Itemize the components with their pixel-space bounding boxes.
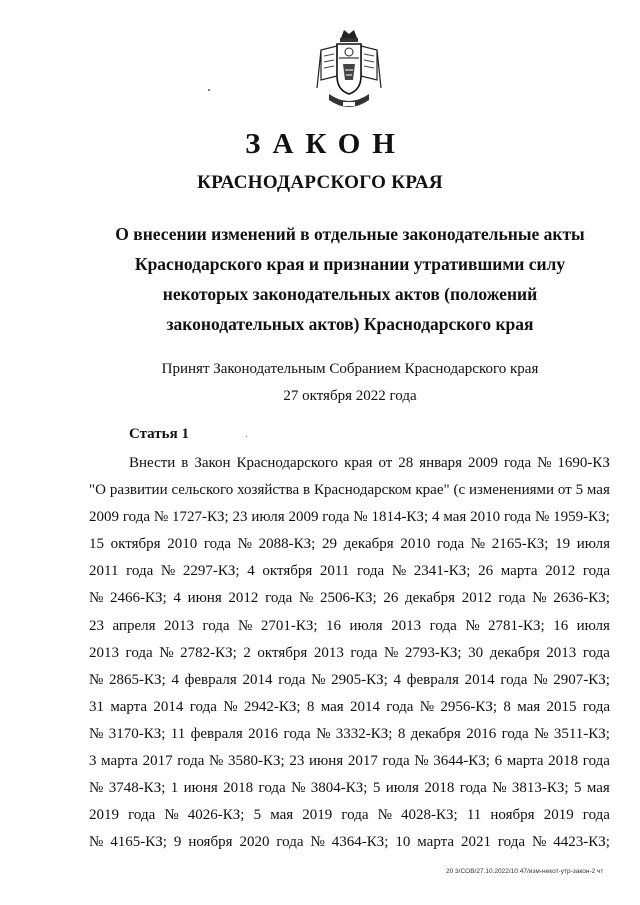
body-word: 5 [573, 780, 582, 797]
body-word: 2017 [347, 753, 378, 770]
body-word: мая [586, 482, 610, 499]
body-word: № [311, 671, 326, 688]
body-word: июля [576, 617, 610, 634]
body-word: 2013 [313, 644, 344, 661]
body-word: 3804-КЗ; [310, 780, 368, 797]
body-word: марта [500, 563, 538, 580]
body-word: 2014 [349, 698, 380, 715]
body-line [89, 748, 610, 775]
body-word: года [189, 698, 217, 715]
body-word: года [503, 509, 532, 526]
body-line [89, 802, 610, 829]
body-word: 2010 [470, 509, 501, 526]
body-word: развитии [109, 482, 168, 499]
body-word: марта [101, 753, 138, 770]
body-word: 2297-КЗ; [182, 563, 240, 580]
body-word: № [310, 834, 325, 851]
body-line [89, 450, 610, 477]
body-word: марта [110, 698, 148, 715]
body-word: 3511-КЗ; [553, 725, 610, 742]
scan-speck [208, 89, 210, 91]
body-word: 2009 [89, 509, 119, 526]
body-word: 2793-КЗ; [404, 644, 462, 661]
body-word: года [322, 509, 350, 526]
body-word: 26 [478, 563, 494, 580]
scan-speck [246, 436, 247, 437]
body-word: крае" [415, 482, 450, 499]
body-word: 2905-КЗ; [331, 671, 388, 688]
body-word: 2014 [464, 671, 495, 688]
body-word: № [209, 753, 224, 770]
body-word: № [534, 509, 550, 526]
body-word: 2014 [153, 698, 184, 715]
heading-line: законодательных актов) Краснодарского края [166, 314, 534, 334]
body-word: июня [183, 780, 218, 797]
body-word: № [377, 807, 392, 824]
body-word: года [357, 563, 385, 580]
body-word: года [265, 590, 293, 607]
body-word: года [341, 807, 369, 824]
body-word: 26 [383, 590, 399, 607]
body-word: № [419, 698, 435, 715]
body-word: 2010 [167, 536, 198, 553]
body-line [89, 613, 610, 640]
body-line [89, 558, 610, 585]
adoption-date: 27 октября 2022 года [283, 388, 417, 404]
body-word: года [122, 509, 150, 526]
body-word: года [203, 536, 231, 553]
body-word: 2782-КЗ; [180, 644, 237, 661]
body-line [89, 585, 610, 612]
body-word: 2016 [248, 725, 279, 742]
body-word: 4 [171, 671, 179, 688]
body-word: 4 [431, 509, 440, 526]
body-word: года [503, 455, 532, 471]
body-word: 2015 [546, 698, 577, 715]
body-word: 2942-КЗ; [243, 698, 301, 715]
body-word: июня [308, 753, 344, 770]
body-word: декабря [405, 590, 456, 607]
body-word: 2013 [163, 617, 194, 634]
body-word: года [283, 725, 311, 742]
body-word: № [316, 725, 331, 742]
body-word: 2012 [545, 563, 576, 580]
body-word: года [429, 617, 457, 634]
body-line [89, 504, 610, 531]
body-word: 3170-КЗ; [108, 725, 166, 742]
body-word: мая [443, 509, 467, 526]
body-word: 2 [243, 644, 251, 661]
body-word: февраля [184, 671, 237, 688]
body-line [89, 531, 610, 558]
body-word: мая [586, 780, 610, 797]
body-word: года [382, 753, 410, 770]
body-word: года [276, 834, 304, 851]
body-word: 4026-КЗ; [187, 807, 245, 824]
body-word: года [582, 644, 610, 661]
body-line [89, 477, 610, 504]
body-word: 4 [173, 590, 181, 607]
body-word: апреля [112, 617, 156, 634]
body-word: 2701-КЗ; [260, 617, 318, 634]
body-word: октября [257, 644, 308, 661]
body-word: года [125, 644, 153, 661]
body-word: 11 [170, 725, 186, 742]
body-word: года [350, 644, 378, 661]
body-word: 1 [170, 780, 179, 797]
body-word: 4423-КЗ; [553, 834, 610, 851]
body-word: февраля [190, 725, 243, 742]
body-line [89, 829, 610, 856]
body-word: № [238, 617, 253, 634]
body-word: 2165-КЗ; [491, 536, 549, 553]
body-word: мая [517, 698, 541, 715]
body-word: хозяйства [237, 482, 300, 499]
heading-line: некоторых законодательных актов (положений [162, 284, 538, 304]
body-word: 2012 [461, 590, 492, 607]
body-word: 4 [247, 563, 255, 580]
body-word: № [414, 753, 429, 770]
body-word: октября [262, 563, 313, 580]
body-word: № [531, 834, 547, 851]
body-word: 2018 [548, 753, 579, 770]
body-word: в [181, 455, 189, 471]
body-word: 2009 [288, 509, 319, 526]
adoption-line: Принят Законодательным Собранием Краснодарского края [161, 361, 539, 377]
body-word: года [126, 563, 154, 580]
body-word: ноября [490, 807, 535, 824]
body-word: мая [270, 807, 294, 824]
body-word: 1727-КЗ; [171, 509, 229, 526]
body-word: года [497, 834, 526, 851]
body-word: года [202, 617, 230, 634]
body-word: декабря [410, 725, 461, 742]
body-word: 2014 [242, 671, 273, 688]
body-word: года [500, 671, 528, 688]
body-word: июля [576, 536, 610, 553]
body-word: марта [506, 753, 544, 770]
body-word: года [128, 807, 156, 824]
body-word: 2956-КЗ; [440, 698, 498, 715]
body-word: 23 [289, 753, 305, 770]
body-word: 2506-КЗ; [319, 590, 377, 607]
body-word: № [533, 671, 548, 688]
body-word: 1814-КЗ; [371, 509, 429, 526]
body-word: 2341-КЗ; [413, 563, 471, 580]
body-word: 2013 [89, 644, 119, 661]
document-footer-code: 20 3/COB/27.10.2022/10:47/изм-некот-утр-закон-2 чт [446, 868, 604, 875]
body-word: года [278, 671, 306, 688]
body-word: 3813-КЗ; [511, 780, 569, 797]
body-word: "О [89, 482, 106, 499]
body-word: декабря [489, 644, 540, 661]
body-word: № [537, 455, 552, 471]
body-word: года [436, 536, 465, 553]
body-word: 4364-КЗ; [331, 834, 389, 851]
body-word: 2018 [223, 780, 254, 797]
body-word: 16 [553, 617, 569, 634]
body-word: № [492, 780, 507, 797]
law-subtitle: КРАСНОДАРСКОГО КРАЯ [197, 172, 443, 193]
body-word: 19 [555, 536, 571, 553]
body-word: года [258, 780, 286, 797]
body-word: 2016 [466, 725, 497, 742]
body-word: в [303, 482, 311, 499]
adoption-statement [120, 356, 580, 410]
body-word: 3748-КЗ; [108, 780, 166, 797]
body-word: 2021 [460, 834, 491, 851]
body-word: 2018 [424, 780, 455, 797]
body-word: 3644-КЗ; [433, 753, 490, 770]
coat-of-arms-emblem [315, 28, 383, 116]
body-word: 2020 [239, 834, 270, 851]
body-word: 2466-КЗ; [110, 590, 167, 607]
body-word: 5 [253, 807, 262, 824]
body-word: 3332-КЗ; [335, 725, 393, 742]
body-word: № [89, 671, 104, 688]
body-word: 15 [89, 536, 104, 553]
body-word: № [89, 780, 104, 797]
body-word: № [532, 590, 547, 607]
body-word: Краснодарского [236, 455, 339, 471]
body-word: марта [417, 834, 455, 851]
body-word: 2011 [319, 563, 350, 580]
body-line [89, 775, 610, 802]
body-word: 9 [173, 834, 182, 851]
body-word: Краснодарском [313, 482, 412, 499]
body-word: 8 [503, 698, 511, 715]
body-word: года [582, 753, 610, 770]
body-word: 2636-КЗ; [553, 590, 610, 607]
heading-line: Краснодарского края и признании утратившими силу [134, 254, 566, 274]
body-word: года [459, 780, 487, 797]
body-word: № [291, 780, 306, 797]
body-line [89, 721, 610, 748]
body-word: № [164, 807, 179, 824]
body-word: № [470, 536, 486, 553]
body-word: № [160, 563, 176, 580]
body-word: 1959-КЗ; [553, 509, 610, 526]
body-word: от [378, 455, 393, 471]
body-word: № [153, 509, 169, 526]
body-word: октября [110, 536, 161, 553]
body-word: 16 [325, 617, 341, 634]
body-word: 2088-КЗ; [258, 536, 316, 553]
body-word: года [501, 725, 529, 742]
body-word: № [298, 590, 314, 607]
body-word: года [386, 698, 414, 715]
body-word: года [177, 753, 205, 770]
body-word: 23 [89, 617, 104, 634]
law-heading [90, 219, 610, 339]
body-word: (с [453, 482, 466, 499]
body-word: декабря [343, 536, 394, 553]
body-word: № [223, 698, 238, 715]
body-word: 2012 [228, 590, 259, 607]
body-word: года [582, 698, 610, 715]
body-word: 6 [494, 753, 503, 770]
body-word: № [465, 617, 480, 634]
body-word: года [582, 807, 610, 824]
body-word: 8 [397, 725, 406, 742]
body-word: года [582, 563, 610, 580]
body-word: года [498, 590, 526, 607]
body-word: 2781-КЗ; [488, 617, 545, 634]
body-word: № [159, 644, 174, 661]
body-word: 2865-КЗ; [109, 671, 166, 688]
body-word: № [237, 536, 252, 553]
body-word: июля [385, 780, 419, 797]
body-word: 5 [575, 482, 584, 499]
body-word: ноября [188, 834, 233, 851]
body-word: края [344, 455, 373, 471]
body-word: 30 [468, 644, 484, 661]
body-word: 10 [395, 834, 411, 851]
body-line [89, 667, 610, 694]
law-title: ЗАКОН [245, 128, 407, 160]
body-word: 2010 [400, 536, 431, 553]
body-word: 4165-КЗ; [110, 834, 167, 851]
body-word: № [89, 590, 104, 607]
body-word: 2907-КЗ; [553, 671, 610, 688]
body-word: января [419, 455, 463, 471]
body-line [89, 694, 610, 721]
body-word: мая [320, 698, 344, 715]
body-word: 3580-КЗ; [227, 753, 285, 770]
body-line [89, 640, 610, 667]
body-word: 2019 [543, 807, 574, 824]
body-word: изменениями [468, 482, 555, 499]
article-title: Статья 1 [129, 426, 189, 442]
body-word: от [557, 482, 572, 499]
body-word: июля [349, 617, 383, 634]
body-word: 31 [89, 698, 104, 715]
body-word: Закон [194, 455, 231, 471]
body-word: № [391, 563, 407, 580]
body-word: 2019 [89, 807, 119, 824]
body-word: № [384, 644, 399, 661]
body-word: 2009 [468, 455, 499, 471]
body-word: № [534, 725, 549, 742]
body-word: февраля [406, 671, 459, 688]
body-word: 2019 [302, 807, 333, 824]
body-word: 8 [306, 698, 315, 715]
body-word: 2017 [142, 753, 173, 770]
body-word: июня [187, 590, 222, 607]
body-word: 23 [232, 509, 248, 526]
body-word: № [89, 725, 104, 742]
body-word: 1690-КЗ [557, 455, 610, 471]
body-word: № [353, 509, 368, 526]
heading-line: О внесении изменений в отдельные законодательные акты [115, 224, 585, 244]
article-body [89, 450, 610, 856]
body-word: 4 [393, 671, 402, 688]
body-word: 4028-КЗ; [401, 807, 458, 824]
body-word: 2013 [391, 617, 422, 634]
body-word: 28 [398, 455, 414, 471]
body-word: 29 [321, 536, 337, 553]
body-word: 5 [372, 780, 381, 797]
body-word: Внести [129, 455, 176, 471]
body-word: 2013 [546, 644, 577, 661]
body-word: 2011 [89, 563, 119, 580]
body-word: 11 [466, 807, 482, 824]
body-word: июля [251, 509, 285, 526]
body-word: № [89, 834, 104, 851]
body-word: 3 [89, 753, 97, 770]
body-word: сельского [171, 482, 234, 499]
